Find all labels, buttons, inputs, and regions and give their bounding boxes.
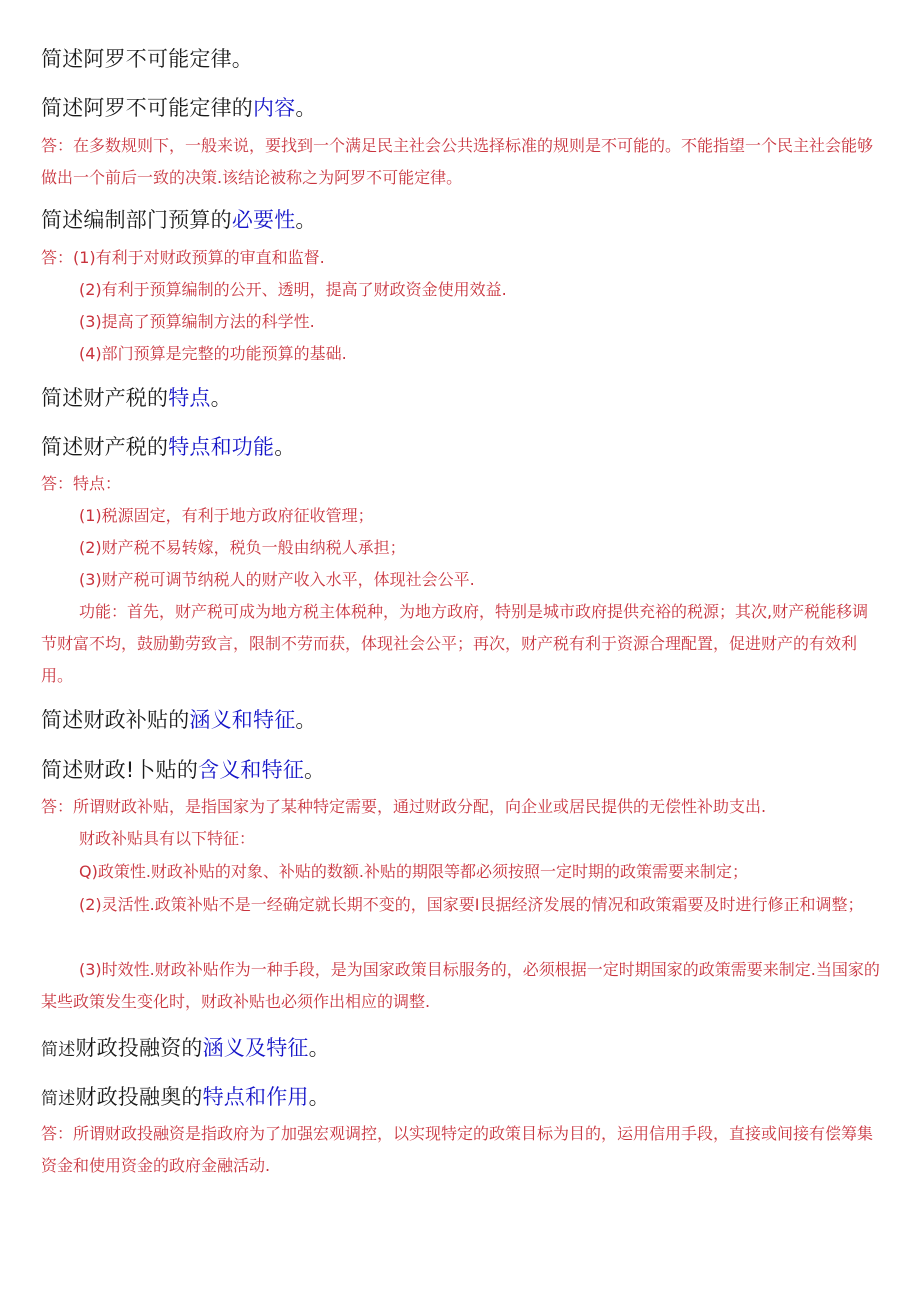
question-heading (41, 1033, 330, 1065)
answer-line: (1)税源固定，有利于地方政府征收管理； (79, 506, 374, 525)
answer-line: (2)有利于预算编制的公开、透明，提高了财政资金使用效益. (79, 280, 507, 299)
answer-line: 财政补贴具有以下特征： (79, 829, 256, 848)
question-punct: 。 (304, 758, 326, 782)
question-keyword: 涵义和特征 (189, 708, 296, 732)
answer-line: 答：所谓财政补贴，是指国家为了某种特定需要，通过财政分配，向企业或居民提供的无偿性补助支出. (41, 797, 767, 816)
question-keyword: 特点和作用 (202, 1085, 309, 1109)
question-heading (41, 432, 295, 462)
answer-paragraph: 答：所谓财政投融资是指政府为了加强宏观调控，以实现特定的政策目标为目的，运用信用手段，直接或间接有偿筹集资金和使用资金的政府金融活动. (41, 1124, 874, 1175)
question-heading (41, 93, 317, 123)
question-heading (41, 44, 253, 74)
question-text: 简述阿罗不可能定律。 (41, 47, 253, 71)
question-punct: 。 (210, 386, 232, 410)
answer-line: 答：(1)有利于对财政预算的审直和监督. (41, 248, 325, 267)
answer-line: (4)部门预算是完整的功能预算的基础. (79, 344, 347, 363)
answer-paragraph: 答：在多数规则下，一般来说，要找到一个满足民主社会公共选择标准的规则是不可能的。不能指望一个民主社会能够做出一个前后一致的决策.该结论被称之为阿罗不可能定律。 (41, 136, 874, 187)
answer-paragraph: (2)灵活性.政策补贴不是一经确定就长期不变的，国家要I艮据经济发展的情况和政策霜要及时进行修正和调整； (79, 895, 864, 914)
question-punct: 。 (295, 208, 317, 232)
question-text: 简述阿罗不可能定律的 (41, 96, 253, 120)
question-keyword: 涵义及特征 (202, 1036, 309, 1060)
answer-line: (3)财产税可调节纳税人的财产收入水平，体现社会公平. (79, 570, 475, 589)
question-prefix: 简述 (41, 1040, 76, 1060)
question-heading (41, 205, 317, 235)
question-heading (41, 383, 232, 413)
question-punct: 。 (274, 435, 296, 459)
question-punct: 。 (308, 1036, 330, 1060)
question-text: 简述编制部门预算的 (41, 208, 232, 232)
question-text: 简述财政!卜贴的 (41, 758, 199, 782)
answer-paragraph: (3)时效性.财政补贴作为一种手段，是为国家政策目标服务的，必须根据一定时期国家的政策需要来制定.当国家的某些政策发生变化时，财政补贴也必须作出相应的调整. (41, 960, 880, 1011)
answer-line: (3)提高了预算编制方法的科学性. (79, 312, 315, 331)
question-heading (41, 1082, 330, 1114)
question-keyword: 含义和特征 (198, 758, 305, 782)
question-text: 财政投融资的 (75, 1036, 203, 1060)
question-text: 财政投融奥的 (75, 1085, 203, 1109)
question-punct: 。 (295, 96, 317, 120)
question-text: 简述财产税的 (41, 435, 169, 459)
answer-line: 答：特点： (41, 474, 122, 493)
question-keyword: 特点 (168, 386, 211, 410)
question-prefix: 简述 (41, 1089, 76, 1109)
question-punct: 。 (308, 1085, 330, 1109)
answer-line: Q)政策性.财政补贴的对象、补贴的数额.补贴的期限等都必须按照一定时期的政策需要来制定； (79, 862, 749, 881)
question-heading (41, 705, 317, 735)
answer-paragraph: 功能：首先，财产税可成为地方税主体税种，为地方政府，特别是城市政府提供充裕的税源；其次,财产税能移调节财富不均，鼓励勤劳致言，限制不劳而获，体现社会公平；再次，财产税有利于资源合理配置，促进财产的有效利用。 (41, 602, 869, 685)
question-keyword: 必要性 (231, 208, 296, 232)
answer-line: (2)财产税不易转嫁，税负一般由纳税人承担； (79, 538, 406, 557)
question-heading (41, 755, 325, 785)
question-punct: 。 (295, 708, 317, 732)
question-text: 简述财政补贴的 (41, 708, 190, 732)
question-keyword: 特点和功能 (168, 435, 275, 459)
question-keyword: 内容 (253, 96, 296, 120)
question-text: 简述财产税的 (41, 386, 169, 410)
